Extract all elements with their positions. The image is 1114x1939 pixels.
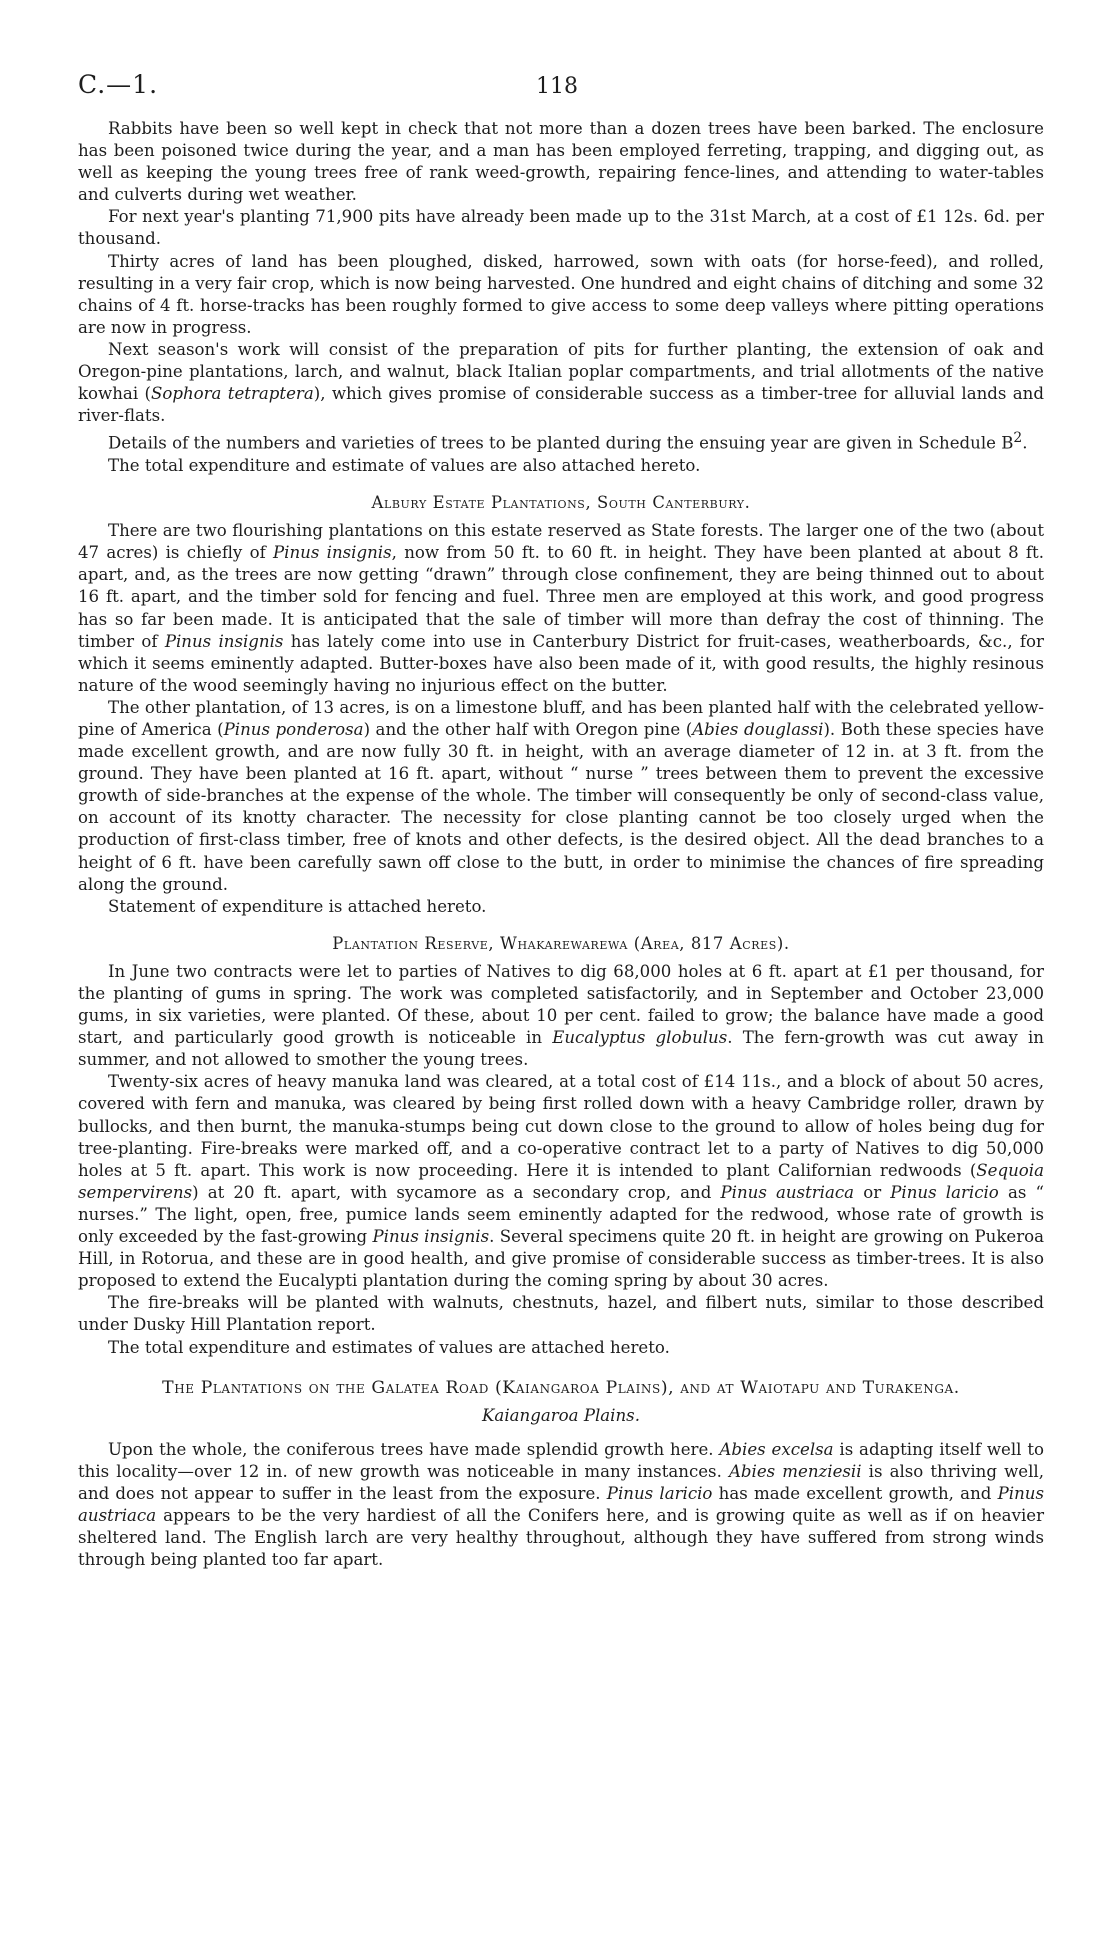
paragraph: The total expenditure and estimates of values are attached hereto. xyxy=(108,1337,670,1357)
paragraph: Upon the whole, the coniferous trees have made splendid growth here. Abies excelsa is adapting itself well to this locality—over 12 in. of new growth was noticeable in many instances. Abies menziesii is also thriving well, and does not appear to suffer in the least from the exposure. Pinus laricio has made excellent growth, and Pinus austriaca appears to be the very hardiest of all the Conifers here, and is growing quite as well as if on heavier sheltered land. The English larch are very healthy throughout, although they have suffered from strong winds through being planted too far apart. xyxy=(78,1439,1044,1570)
paragraph: The other plantation, of 13 acres, is on a limestone bluff, and has been planted half with the celebrated yellow-pine of America (Pinus ponderosa) and the other half with Oregon pine (Abies douglassi). Both these species have made excellent growth, and are now fully 30 ft. in height, with an average diameter of 12 in. at 3 ft. from the ground. They have been planted at 16 ft. apart, without “ nurse ” trees between them to prevent the excessive growth of side-branches at the expense of the whole. The timber will consequently be only of second-class value, on account of its knotty character. The necessity for close planting cannot be too closely urged when the production of first-class timber, free of knots and other defects, is the desired object. All the dead branches to a height of 6 ft. have been carefully sawn off close to the butt, in order to minimise the chances of fire spreading along the ground. xyxy=(78,697,1045,894)
species-name: Abies menziesii xyxy=(728,1461,862,1481)
paragraph: Twenty-six acres of heavy manuka land was cleared, at a total cost of £14 11s., and a block of about 50 acres, covered with fern and manuka, was cleared by being first rolled down with a heavy Cambridge roller, drawn by bullocks, and then burnt, the manuka-stumps being cut down close to the ground to allow of holes being dug for tree-planting. Fire-breaks were marked off, and a co-operative contract let to a party of Natives to dig 50,000 holes at 5 ft. apart. This work is now proceeding. Here it is intended to plant Californian redwoods (Sequoia sempervirens) at 20 ft. apart, with sycamore as a secondary crop, and Pinus austriaca or Pinus laricio as “ nurses.” The light, open, free, pumice lands seem eminently adapted for the redwood, whose rate of growth is only exceeded by the fast-growing Pinus insignis. Several specimens quite 20 ft. in height are growing on Pukeroa Hill, in Rotorua, and these are in good health, and give promise of considerable success as timber-trees. It is also proposed to extend the Eucalypti plantation during the coming spring by about 30 acres. xyxy=(78,1072,1045,1291)
section-heading-galatea: The Plantations on the Galatea Road (Kaiangaroa Plains), and at Waiotapu and Turakenga. xyxy=(162,1377,960,1398)
paragraph: Thirty acres of land has been ploughed, disked, harrowed, sown with oats (for horse-feed), and rolled, resulting in a very fair crop, which is now being harvested. One hundred and eight chains of ditching and some 32 chains of 4 ft. horse-tracks has been roughly formed to give access to some deep valleys where pitting operations are now in progress. xyxy=(78,251,1044,337)
paragraph: Details of the numbers and varieties of trees to be planted during the ensuing year are given in Schedule $B^2$. xyxy=(108,430,1028,453)
species-name: Pinus insignis xyxy=(164,631,284,651)
page-body xyxy=(78,118,1044,1571)
section-heading-whakarewarewa: Plantation Reserve, Whakarewarewa (Area, 817 Acres). xyxy=(332,933,790,953)
species-name: Pinus insignis xyxy=(273,543,392,563)
species-name: Sophora tetraptera xyxy=(150,384,314,404)
document-code: C.—1. xyxy=(78,70,159,99)
paragraph: The fire-breaks will be planted with walnuts, chestnuts, hazel, and filbert nuts, similar to those described under Dusky Hill Plantation report. xyxy=(78,1293,1044,1335)
paragraph: In June two contracts were let to parties of Natives to dig 68,000 holes at 6 ft. apart at £1 per thousand, for the planting of gums in spring. The work was completed satisfactorily, and in September and October 23,000 gums, in six varieties, were planted. Of these, about 10 per cent. failed to grow; the balance have made a good start, and particularly good growth is noticeable in Eucalyptus globulus. The fern-growth was cut away in summer, and not allowed to smother the young trees. xyxy=(78,961,1044,1070)
species-name: Pinus laricio xyxy=(606,1483,713,1503)
species-name: Sequoia sempervirens xyxy=(78,1160,1044,1202)
species-name: Pinus austriaca xyxy=(78,1483,1044,1525)
superscript: 2 xyxy=(1013,430,1023,447)
species-name: Pinus laricio xyxy=(890,1182,999,1202)
paragraph: Rabbits have been so well kept in check that not more than a dozen trees have been barked. The enclosure has been poisoned twice during the year, and a man has been employed ferreting, trapping, and digging out, as well as keeping the young trees free of rank weed-growth, repairing fence-lines, and attending to water-tables and culverts during wet weather. xyxy=(78,119,1044,205)
section-heading-albury: Albury Estate Plantations, South Canterbury. xyxy=(371,493,751,513)
subsection-heading-kaiangaroa: Kaiangaroa Plains. xyxy=(482,1405,640,1425)
species-name: Pinus austriaca xyxy=(720,1182,855,1202)
paragraph: There are two flourishing plantations on this estate reserved as State forests. The larger one of the two (about 47 acres) is chiefly of Pinus insignis, now from 50 ft. to 60 ft. in height. They have been planted at about 8 ft. apart, and, as the trees are now getting “drawn” through close confinement, they are being thinned out to about 16 ft. apart, and the timber sold for fencing and fuel. Three men are employed at this work, and good progress has so far been made. It is anticipated that the sale of timber will more than defray the cost of thinning. The timber of Pinus insignis has lately come into use in Canterbury District for fruit-cases, weatherboards, &c., for which it seems eminently adapted. Butter-boxes have also been made of it, with good results, the highly resinous nature of the wood seemingly having no injurious effect on the butter. xyxy=(78,521,1045,695)
species-name: Eucalyptus globulus xyxy=(552,1028,728,1048)
species-name: Abies douglassi xyxy=(692,719,824,739)
paragraph: The total expenditure and estimate of values are also attached hereto. xyxy=(108,455,701,475)
paragraph: Next season's work will consist of the preparation of pits for further planting, the extension of oak and Oregon-pine plantations, larch, and walnut, black Italian poplar compartments, and trial allotments of the native kowhai (Sophora tetraptera), which gives promise of considerable success as a timber-tree for alluvial lands and river-flats. xyxy=(78,339,1044,426)
species-name: Abies excelsa xyxy=(719,1439,834,1459)
paragraph: Statement of expenditure is attached hereto. xyxy=(108,896,487,916)
species-name: Pinus ponderosa xyxy=(223,719,364,739)
paragraph: For next year's planting 71,900 pits have already been made up to the 31st March, at a cost of £1 12s. 6d. per thousand. xyxy=(78,207,1044,249)
species-name: Pinus insignis xyxy=(372,1227,490,1247)
page-number: 118 xyxy=(536,74,578,99)
